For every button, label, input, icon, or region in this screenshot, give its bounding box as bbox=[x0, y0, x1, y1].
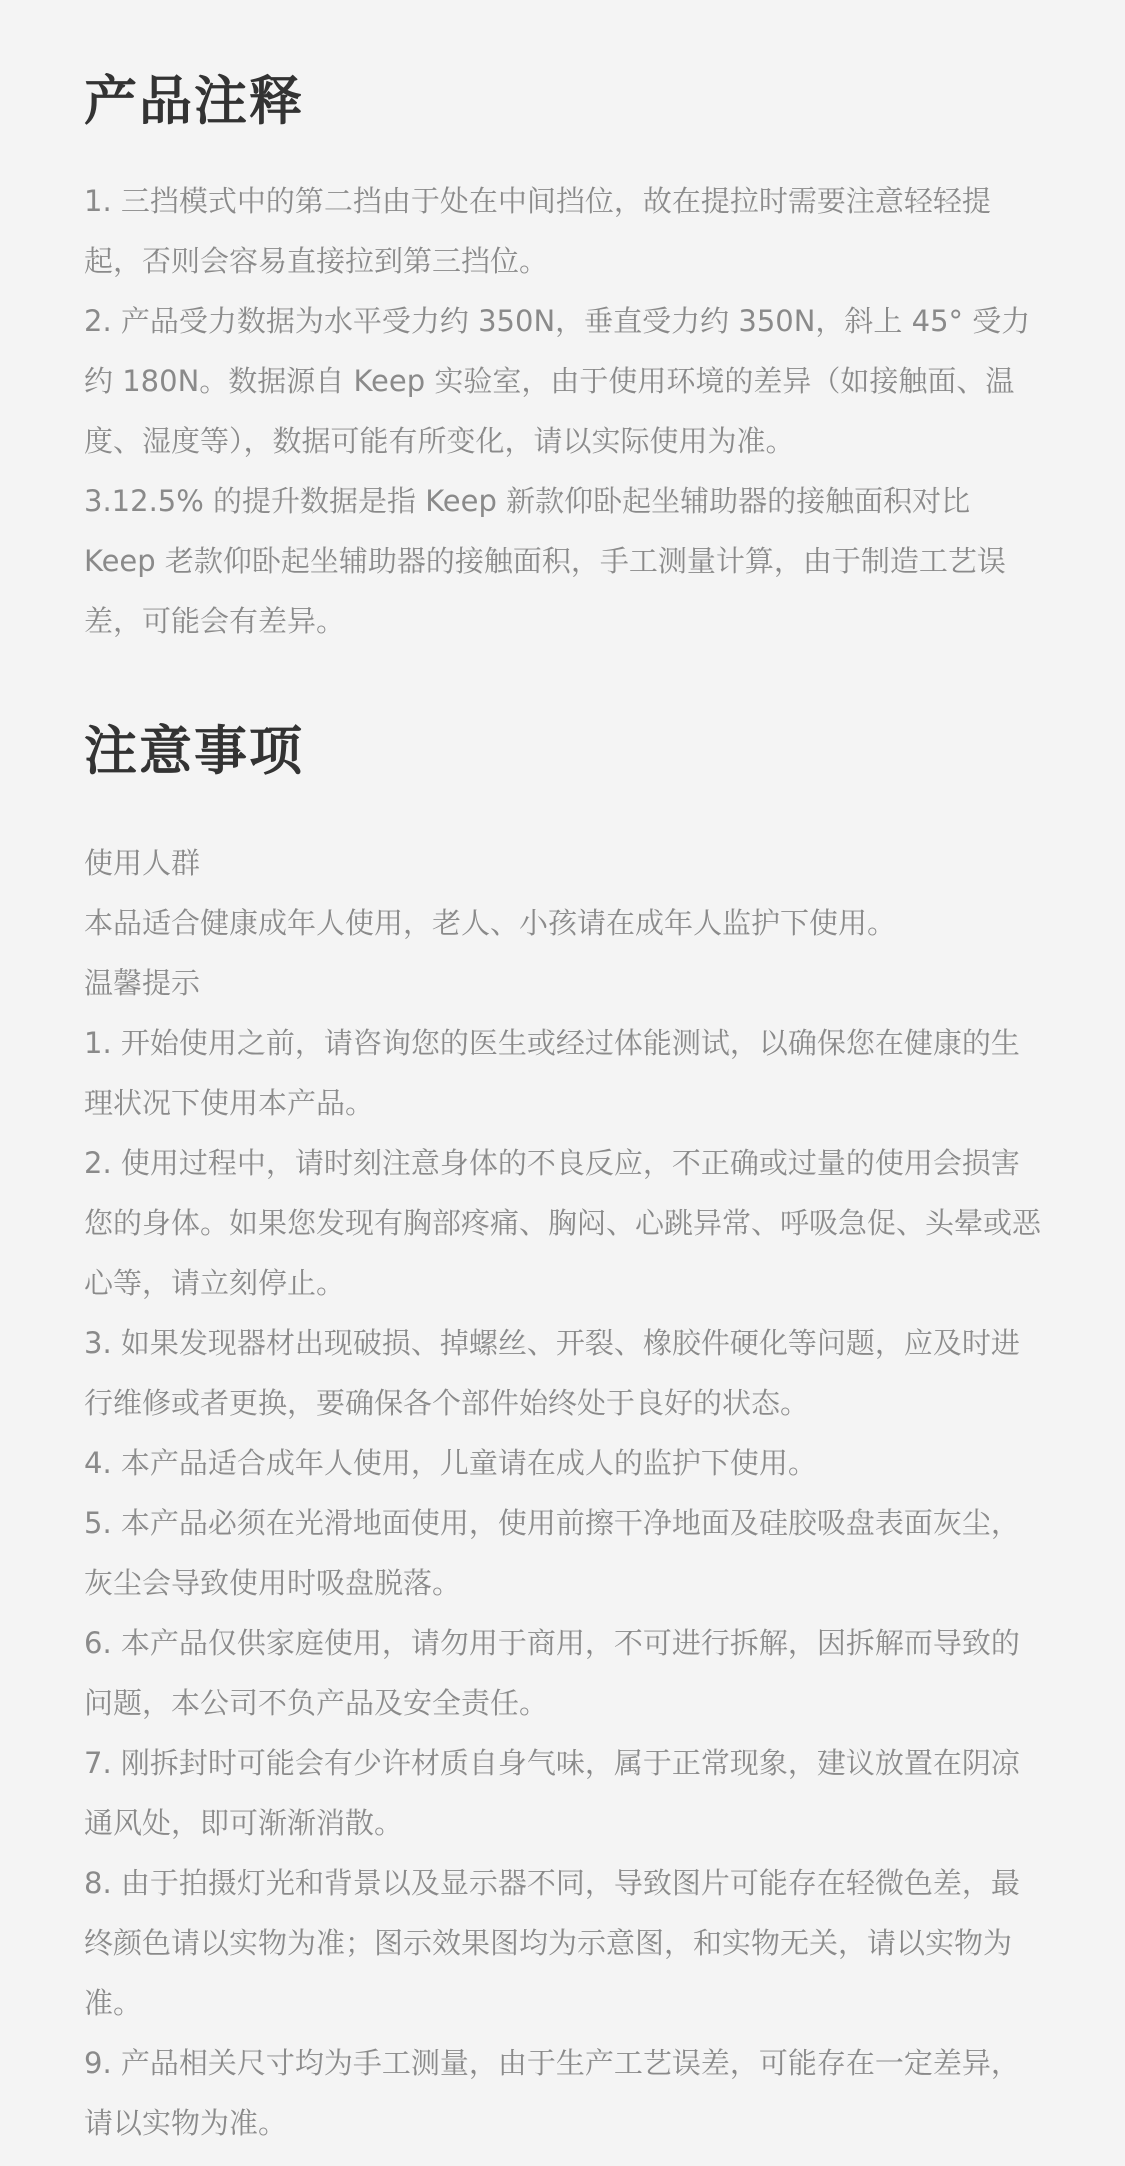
tip-item: 8. 由于拍摄灯光和背景以及显示器不同，导致图片可能存在轻微色差，最终颜色请以实物为准；图示效果图均为示意图，和实物无关，请以实物为准。 bbox=[84, 1866, 1020, 2020]
target-users-heading: 使用人群 bbox=[84, 846, 201, 880]
product-notes-list bbox=[84, 171, 1047, 651]
tip-item: 3. 如果发现器材出现破损、掉螺丝、开裂、橡胶件硬化等问题，应及时进行维修或者更换，要确保各个部件始终处于良好的状态。 bbox=[84, 1326, 1020, 1420]
tip-item: 7. 刚拆封时可能会有少许材质自身气味，属于正常现象，建议放置在阴凉通风处，即可渐渐消散。 bbox=[84, 1746, 1020, 1840]
product-notes-title: 产品注释 bbox=[84, 71, 304, 132]
product-note-item: 1. 三挡模式中的第二挡由于处在中间挡位，故在提拉时需要注意轻轻提起，否则会容易直接拉到第三挡位。 bbox=[84, 184, 991, 278]
cautions-section bbox=[84, 651, 1047, 2153]
tip-item: 6. 本产品仅供家庭使用，请勿用于商用，不可进行拆解，因拆解而导致的问题，本公司不负产品及安全责任。 bbox=[84, 1626, 1020, 1720]
tip-item: 2. 使用过程中，请时刻注意身体的不良反应，不正确或过量的使用会损害您的身体。如果您发现有胸部疼痛、胸闷、心跳异常、呼吸急促、头晕或恶心等，请立刻停止。 bbox=[84, 1146, 1042, 1300]
target-users-text: 本品适合健康成年人使用，老人、小孩请在成年人监护下使用。 bbox=[84, 906, 897, 940]
tip-item: 5. 本产品必须在光滑地面使用，使用前擦干净地面及硅胶吸盘表面灰尘，灰尘会导致使用时吸盘脱落。 bbox=[84, 1506, 1020, 1600]
product-notes-section bbox=[84, 0, 1047, 651]
cautions-body bbox=[84, 833, 1047, 2153]
tip-item: 9. 产品相关尺寸均为手工测量，由于生产工艺误差，可能存在一定差异，请以实物为准。 bbox=[84, 2046, 1020, 2140]
tips-heading: 温馨提示 bbox=[84, 966, 201, 1000]
tips-list bbox=[84, 1013, 1047, 2153]
product-note-item: 2. 产品受力数据为水平受力约 350N，垂直受力约 350N，斜上 45° 受力约 180N。数据源自 Keep 实验室，由于使用环境的差异（如接触面、温度、湿度等），数据可能有所变化，请以实际使用为准。 bbox=[84, 304, 1031, 458]
tip-item: 1. 开始使用之前，请咨询您的医生或经过体能测试，以确保您在健康的生理状况下使用本产品。 bbox=[84, 1026, 1020, 1120]
product-note-item: 3.12.5% 的提升数据是指 Keep 新款仰卧起坐辅助器的接触面积对比 Keep 老款仰卧起坐辅助器的接触面积，手工测量计算，由于制造工艺误差，可能会有差异。 bbox=[84, 484, 1006, 638]
tip-item: 4. 本产品适合成年人使用，儿童请在成人的监护下使用。 bbox=[84, 1446, 817, 1480]
cautions-title: 注意事项 bbox=[84, 721, 304, 782]
